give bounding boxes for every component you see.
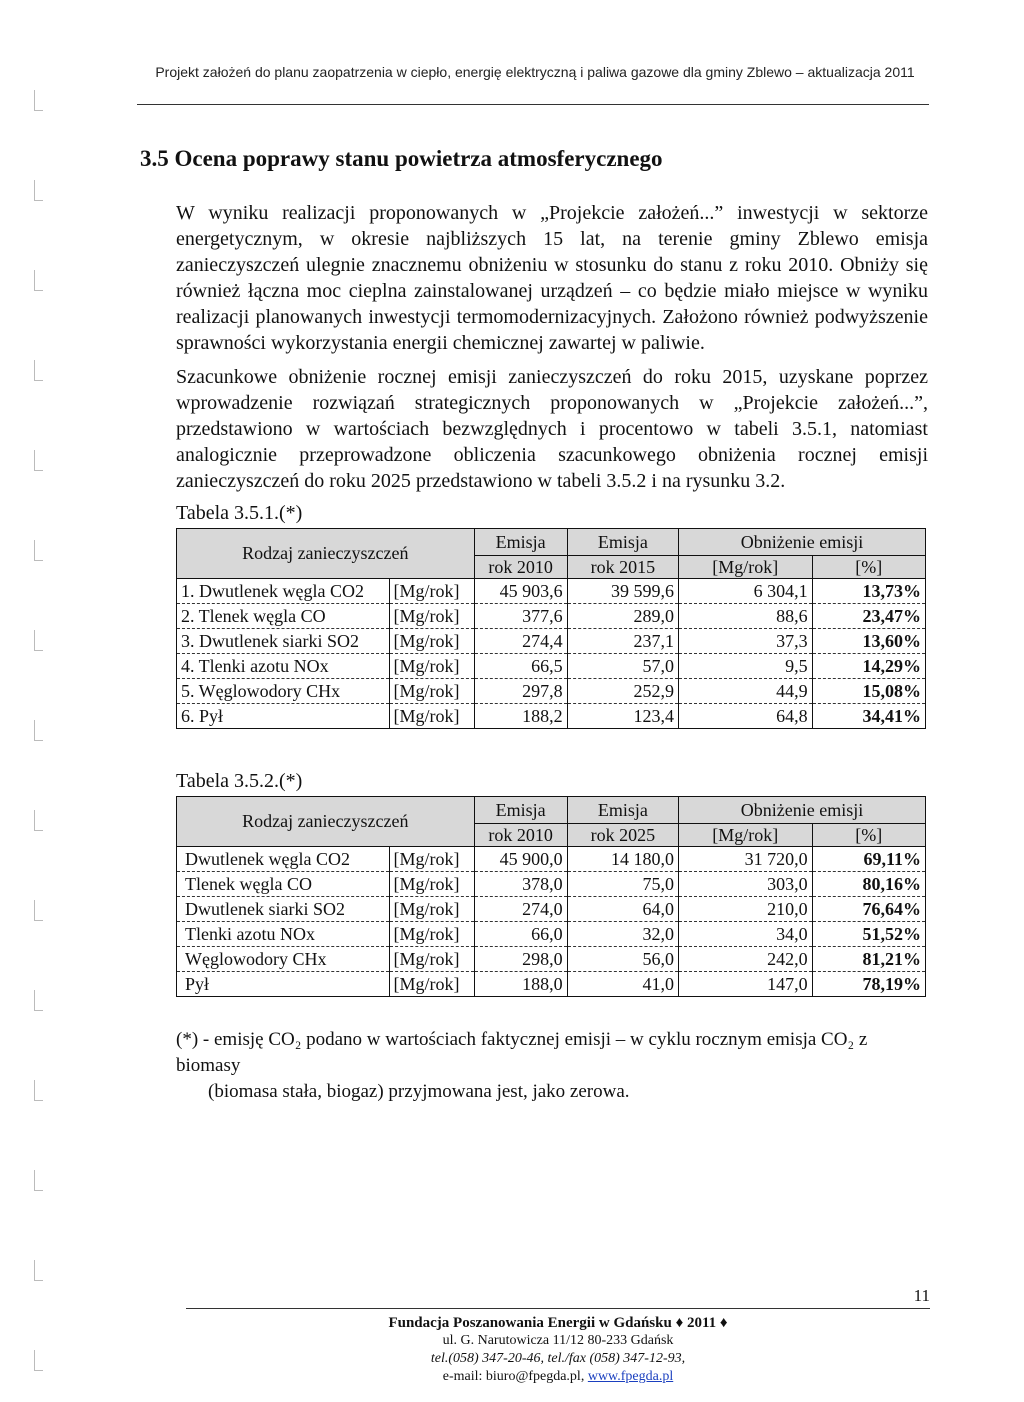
cell-reduction-mg: 210,0 xyxy=(679,897,813,922)
emission-table-2015 xyxy=(176,528,926,729)
cell-unit: [Mg/rok] xyxy=(389,972,474,997)
cell-emission-target: 57,0 xyxy=(567,654,678,679)
cell-unit: [Mg/rok] xyxy=(389,579,474,604)
cell-pollutant: Dwutlenek węgla CO2 xyxy=(177,847,390,872)
cell-pollutant: Pył xyxy=(177,972,390,997)
cell-reduction-mg: 242,0 xyxy=(679,947,813,972)
footnote-line-2: (biomasa stała, biogaz) przyjmowana jest, jako zerowa. xyxy=(208,1081,630,1102)
table-row xyxy=(177,847,926,872)
cell-pollutant: 6. Pył xyxy=(177,704,390,729)
footnote xyxy=(176,1027,936,1105)
cell-reduction-pct: 34,41% xyxy=(812,704,925,729)
cell-reduction-pct: 14,29% xyxy=(812,654,925,679)
footnote-line-1: (*) - emisję CO₂ podano w wartościach faktycznej emisji – w cyklu rocznym emisja CO₂ z biomasy xyxy=(176,1029,868,1076)
cell-emission-target: 32,0 xyxy=(567,922,678,947)
cell-emission-base: 274,0 xyxy=(474,897,567,922)
cell-pollutant: 2. Tlenek węgla CO xyxy=(177,604,390,629)
cell-reduction-pct: 15,08% xyxy=(812,679,925,704)
cell-reduction-mg: 9,5 xyxy=(679,654,813,679)
header-reduction: Obniżenie emisji xyxy=(679,529,926,556)
cell-reduction-mg: 6 304,1 xyxy=(679,579,813,604)
table1-caption: Tabela 3.5.1.(*) xyxy=(176,502,303,524)
page-header: Projekt założeń do planu zaopatrzenia w ciepło, energię elektryczną i paliwa gazowe dla gminy Zblewo – aktualizacja 2011 xyxy=(155,64,915,80)
cell-emission-target: 289,0 xyxy=(567,604,678,629)
footer-phones: tel.(058) 347-20-46, tel./fax (058) 347-12-93, xyxy=(430,1351,686,1366)
cell-reduction-pct: 13,73% xyxy=(812,579,925,604)
table-row xyxy=(177,704,926,729)
cell-reduction-mg: 88,6 xyxy=(679,604,813,629)
cell-emission-base: 297,8 xyxy=(474,679,567,704)
cell-pollutant: Dwutlenek siarki SO2 xyxy=(177,897,390,922)
cell-emission-target: 56,0 xyxy=(567,947,678,972)
table-row xyxy=(177,629,926,654)
cell-reduction-pct: 69,11% xyxy=(812,847,925,872)
section-title: 3.5 Ocena poprawy stanu powietrza atmosferycznego xyxy=(140,146,663,171)
header-unit-pct: [%] xyxy=(812,556,925,579)
header-year-a: rok 2010 xyxy=(474,824,567,847)
header-year-b: rok 2025 xyxy=(567,824,678,847)
table-row xyxy=(177,679,926,704)
header-rule xyxy=(137,104,929,105)
header-emisja-b: Emisja xyxy=(567,797,678,824)
cell-emission-base: 188,0 xyxy=(474,972,567,997)
header-year-a: rok 2010 xyxy=(474,556,567,579)
cell-emission-target: 123,4 xyxy=(567,704,678,729)
cell-emission-target: 39 599,6 xyxy=(567,579,678,604)
cell-emission-target: 237,1 xyxy=(567,629,678,654)
cell-unit: [Mg/rok] xyxy=(389,872,474,897)
cell-emission-target: 64,0 xyxy=(567,897,678,922)
paragraph-1: W wyniku realizacji proponowanych w „Projekcie założeń...” inwestycji w sektorze energetycznym, w okresie najbliższych 15 lat, na terenie gminy Zblewo emisja zanieczyszczeń ulegnie znacznemu obniżeniu w stosunku do stanu z roku 2010. Obniży się również łączna moc cieplna zainstalowanej urządzeń – co będzie miało miejsce w wyniku realizacji planowanych inwestycji termomodernizacyjnych. Założono również podwyższenie sprawności wykorzystania energii chemicznej zawartej w paliwie. xyxy=(176,202,928,354)
cell-reduction-pct: 80,16% xyxy=(812,872,925,897)
cell-unit: [Mg/rok] xyxy=(389,629,474,654)
footer-organization: Fundacja Poszanowania Energii w Gdańsku ♦ 2011 ♦ xyxy=(388,1315,728,1331)
cell-unit: [Mg/rok] xyxy=(389,922,474,947)
website-link[interactable]: www.fpegda.pl xyxy=(587,1369,674,1384)
header-emisja-a: Emisja xyxy=(474,797,567,824)
cell-reduction-mg: 147,0 xyxy=(679,972,813,997)
table-row xyxy=(177,872,926,897)
header-kind: Rodzaj zanieczyszczeń xyxy=(177,797,475,847)
cell-reduction-pct: 78,19% xyxy=(812,972,925,997)
cell-unit: [Mg/rok] xyxy=(389,897,474,922)
cell-reduction-pct: 81,21% xyxy=(812,947,925,972)
cell-unit: [Mg/rok] xyxy=(389,947,474,972)
cell-reduction-pct: 23,47% xyxy=(812,604,925,629)
cell-reduction-mg: 31 720,0 xyxy=(679,847,813,872)
cell-emission-base: 298,0 xyxy=(474,947,567,972)
cell-reduction-mg: 303,0 xyxy=(679,872,813,897)
header-reduction: Obniżenie emisji xyxy=(679,797,926,824)
cell-emission-base: 66,5 xyxy=(474,654,567,679)
cell-emission-base: 274,4 xyxy=(474,629,567,654)
table-row xyxy=(177,897,926,922)
cell-pollutant: 5. Węglowodory CHx xyxy=(177,679,390,704)
table-row xyxy=(177,972,926,997)
cell-reduction-pct: 76,64% xyxy=(812,897,925,922)
cell-reduction-mg: 37,3 xyxy=(679,629,813,654)
table-row xyxy=(177,604,926,629)
cell-reduction-mg: 44,9 xyxy=(679,679,813,704)
cell-unit: [Mg/rok] xyxy=(389,704,474,729)
footer-address: ul. G. Narutowicza 11/12 80-233 Gdańsk xyxy=(442,1333,674,1348)
cell-emission-base: 377,6 xyxy=(474,604,567,629)
table-row xyxy=(177,579,926,604)
cell-pollutant: Węglowodory CHx xyxy=(177,947,390,972)
cell-reduction-mg: 34,0 xyxy=(679,922,813,947)
page-number: 11 xyxy=(913,1286,930,1305)
emission-table-2025 xyxy=(176,796,926,997)
footer-contact xyxy=(186,1368,930,1386)
cell-pollutant: Tlenki azotu NOx xyxy=(177,922,390,947)
cell-emission-target: 41,0 xyxy=(567,972,678,997)
cell-unit: [Mg/rok] xyxy=(389,847,474,872)
header-year-b: rok 2015 xyxy=(567,556,678,579)
cell-unit: [Mg/rok] xyxy=(389,654,474,679)
header-emisja-b: Emisja xyxy=(567,529,678,556)
page-footer xyxy=(186,1314,930,1386)
paragraph-2: Szacunkowe obniżenie rocznej emisji zanieczyszczeń do roku 2015, uzyskane poprzez wprowadzenie rozwiązań strategicznych proponowanych w „Projekcie założeń...”, przedstawiono w wartościach bezwzględnych i procentowo w tabeli 3.5.1, natomiast analogicznie przeprowadzone obliczenia szacunkowego obniżenia rocznej emisji zanieczyszczeń do roku 2025 przedstawiono w tabeli 3.5.2 i na rysunku 3.2. xyxy=(176,366,928,492)
cell-unit: [Mg/rok] xyxy=(389,679,474,704)
footer-email: e-mail: biuro@fpegda.pl, xyxy=(442,1369,585,1384)
cell-emission-base: 378,0 xyxy=(474,872,567,897)
cell-unit: [Mg/rok] xyxy=(389,604,474,629)
header-unit-pct: [%] xyxy=(812,824,925,847)
table-row xyxy=(177,654,926,679)
cell-emission-target: 14 180,0 xyxy=(567,847,678,872)
cell-pollutant: Tlenek węgla CO xyxy=(177,872,390,897)
header-unit-mg: [Mg/rok] xyxy=(679,824,813,847)
cell-emission-target: 252,9 xyxy=(567,679,678,704)
cell-pollutant: 3. Dwutlenek siarki SO2 xyxy=(177,629,390,654)
cell-reduction-mg: 64,8 xyxy=(679,704,813,729)
header-kind: Rodzaj zanieczyszczeń xyxy=(177,529,475,579)
footer-rule xyxy=(186,1308,930,1309)
header-unit-mg: [Mg/rok] xyxy=(679,556,813,579)
cell-reduction-pct: 13,60% xyxy=(812,629,925,654)
table2-caption: Tabela 3.5.2.(*) xyxy=(176,770,303,792)
cell-reduction-pct: 51,52% xyxy=(812,922,925,947)
cell-emission-base: 45 903,6 xyxy=(474,579,567,604)
cell-emission-base: 66,0 xyxy=(474,922,567,947)
cell-pollutant: 4. Tlenki azotu NOx xyxy=(177,654,390,679)
table-row xyxy=(177,947,926,972)
cell-emission-base: 188,2 xyxy=(474,704,567,729)
cell-emission-base: 45 900,0 xyxy=(474,847,567,872)
cell-emission-target: 75,0 xyxy=(567,872,678,897)
cell-pollutant: 1. Dwutlenek węgla CO2 xyxy=(177,579,390,604)
table-row xyxy=(177,922,926,947)
header-emisja-a: Emisja xyxy=(474,529,567,556)
